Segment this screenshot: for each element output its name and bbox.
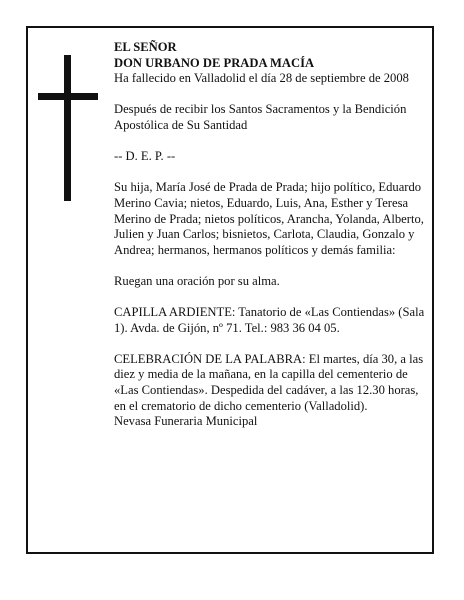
sacraments-text: Después de recibir los Santos Sacramentos y la Bendición Apostólica de Su Santidad	[114, 102, 407, 132]
funeral-home: Nevasa Funeraria Municipal	[114, 414, 258, 429]
cross-vertical-bar	[64, 55, 71, 201]
family-list: Su hija, María José de Prada de Prada; hijo político, Eduardo Merino Cavia; nietos, Eduardo, Luis, Ana, Esther y Teresa Merino de Prada; nietos políticos, Arancha, Yolanda, Alberto, Julien y Juan Carlos; bisnietos, Carlota, Claudia, Gonzalo y Andrea; hermanos, hermanos políticos y demás familia:	[114, 180, 424, 257]
obituary-notice	[26, 26, 434, 554]
celebration-info: CELEBRACIÓN DE LA PALABRA: El martes, día 30, a las diez y media de la mañana, en la capilla del cementerio de «Las Contiendas». Despedida del cadáver, a las 12.30 horas, en el crematorio de dicho cementerio (Valladolid).	[114, 351, 424, 413]
death-info: Ha fallecido en Valladolid el día 28 de septiembre de 2008	[114, 71, 409, 86]
dep-text: -- D. E. P. --	[114, 149, 176, 164]
notice-text	[114, 40, 430, 430]
deceased-name: DON URBANO DE PRADA MACÍA	[114, 55, 315, 70]
prayer-text: Ruegan una oración por su alma.	[114, 273, 280, 288]
cross-horizontal-bar	[38, 93, 98, 100]
chapel-info: CAPILLA ARDIENTE: Tanatorio de «Las Contiendas» (Sala 1). Avda. de Gijón, nº 71. Tel.: 983 36 04 05.	[114, 305, 425, 335]
title-line-1: EL SEÑOR	[114, 40, 177, 54]
cross-icon	[38, 55, 98, 201]
